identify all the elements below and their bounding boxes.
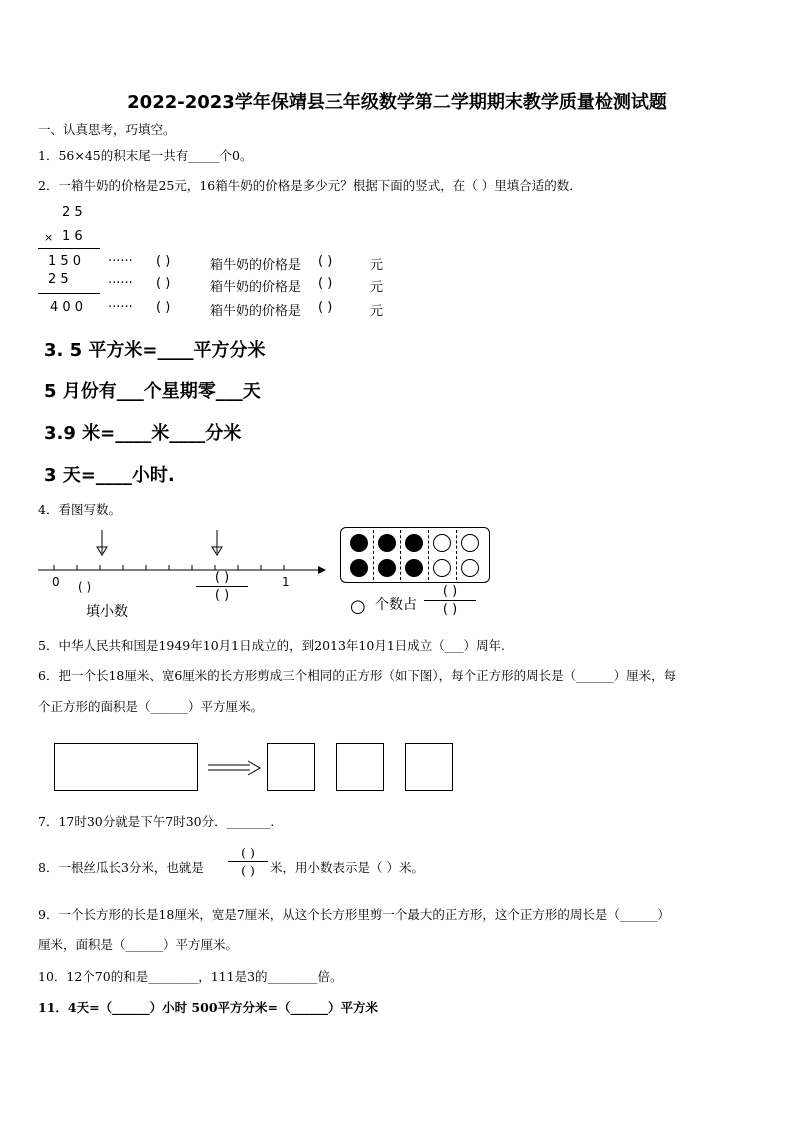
question-11: 11．4天=（______）小时 500平方分米=（______）平方米 xyxy=(38,1000,378,1015)
question-8-post: 米，用小数表示是（ ）米。 xyxy=(270,860,424,875)
line-fraction-top: ( ) xyxy=(214,570,230,585)
dot-divider-4 xyxy=(456,530,457,580)
empty-dot xyxy=(433,559,451,577)
question-7: 7．17时30分就是下午7时30分．_______. xyxy=(38,814,275,829)
calc-multiplicand: 2 5 xyxy=(62,205,83,220)
tick-label-1: 1 xyxy=(282,575,290,589)
question-10: 10．12个70的和是________，111是3的________倍。 xyxy=(38,969,343,984)
calc-dots-3: ······ xyxy=(108,300,133,315)
calc-multiplier: 1 6 xyxy=(62,229,83,244)
calc-text-3: 箱牛奶的价格是 xyxy=(210,304,302,319)
question-5: 5．中华人民共和国是1949年10月1日成立的，到2013年10月1日成立（___）周年. xyxy=(38,638,506,653)
q8-fraction-blank[interactable] xyxy=(228,845,268,878)
calc-blank-2a[interactable]: ( ) xyxy=(156,276,171,291)
calc-text-2: 箱牛奶的价格是 xyxy=(210,280,302,295)
q8-fraction-bar xyxy=(228,861,268,862)
calc-text-1: 箱牛奶的价格是 xyxy=(210,258,302,273)
calc-blank-3b[interactable]: ( ) xyxy=(318,300,333,315)
calc-result: 4 0 0 xyxy=(50,300,84,315)
question-9-line-2: 厘米，面积是（______）平方厘米。 xyxy=(38,937,239,952)
calc-unit-1: 元 xyxy=(370,258,384,273)
page-title: 2022-2023学年保靖县三年级数学第二学期期末教学质量检测试题 xyxy=(127,92,667,113)
filled-dot xyxy=(405,534,423,552)
decimal-blank[interactable]: ( ) xyxy=(78,580,92,594)
calc-unit-3: 元 xyxy=(370,304,384,319)
question-9-line-1: 9．一个长方形的长是18厘米，宽是7厘米，从这个长方形里剪一个最大的正方形，这个正方形的周长是（______） xyxy=(38,907,670,922)
calc-blank-1b[interactable]: ( ) xyxy=(318,254,333,269)
question-6-line-1: 6．把一个长18厘米、宽6厘米的长方形剪成三个相同的正方形（如下图），每个正方形的周长是（______）厘米，每 xyxy=(38,668,677,683)
count-fraction-bottom: ( ) xyxy=(442,602,458,617)
count-fraction-blank[interactable] xyxy=(424,584,476,617)
dot-divider-2 xyxy=(400,530,401,580)
square-3 xyxy=(405,743,453,791)
calc-partial-1: 1 5 0 xyxy=(48,254,82,269)
question-2: 2．一箱牛奶的价格是25元，16箱牛奶的价格是多少元？根据下面的竖式，在（ ）里填合适的数． xyxy=(38,178,582,193)
long-rectangle xyxy=(54,743,198,791)
question-3b: 5 月份有___个星期零___天 xyxy=(44,381,261,402)
calc-blank-3a[interactable]: ( ) xyxy=(156,300,171,315)
calc-line-2 xyxy=(38,293,100,294)
calc-dots-1: ······ xyxy=(108,254,133,269)
square-2 xyxy=(336,743,384,791)
section-heading: 一、认真思考，巧填空。 xyxy=(38,122,176,137)
line-fraction-bar xyxy=(196,586,248,587)
line-fraction-blank[interactable] xyxy=(196,570,248,603)
calc-unit-2: 元 xyxy=(370,280,384,295)
filled-dot xyxy=(378,559,396,577)
question-8-pre: 8．一根丝瓜长3分米，也就是 xyxy=(38,860,204,875)
square-1 xyxy=(267,743,315,791)
filled-dot xyxy=(350,534,368,552)
q8-fraction-bottom: ( ) xyxy=(241,863,255,878)
filled-dot xyxy=(350,559,368,577)
empty-dot xyxy=(461,534,479,552)
question-1: 1．56×45的积末尾一共有_____个0。 xyxy=(38,148,253,163)
calc-blank-2b[interactable]: ( ) xyxy=(318,276,333,291)
question-4: 4．看图写数。 xyxy=(38,502,121,517)
caption-count: 个数占 xyxy=(375,597,417,613)
calc-line-1 xyxy=(38,248,100,249)
question-3d: 3 天=____小时. xyxy=(44,465,175,486)
q8-fraction-top: ( ) xyxy=(241,845,255,860)
line-fraction-bottom: ( ) xyxy=(214,588,230,603)
question-3a: 3. 5 平方米=____平方分米 xyxy=(44,340,266,361)
dot-divider-3 xyxy=(428,530,429,580)
tick-label-0: 0 xyxy=(52,575,60,589)
filled-dot xyxy=(378,534,396,552)
empty-dot xyxy=(433,534,451,552)
arrow-right-icon xyxy=(206,760,262,776)
question-3c: 3.9 米=____米____分米 xyxy=(44,423,242,444)
caption-decimal: 填小数 xyxy=(86,604,128,620)
calc-partial-2: 2 5 xyxy=(48,272,69,287)
filled-dot xyxy=(405,559,423,577)
count-fraction-top: ( ) xyxy=(442,584,458,599)
empty-dot xyxy=(461,559,479,577)
count-fraction-bar xyxy=(424,600,476,601)
dot-divider-1 xyxy=(373,530,374,580)
circle-blank[interactable]: ○ xyxy=(350,596,366,617)
calc-blank-1a[interactable]: ( ) xyxy=(156,254,171,269)
question-6-line-2: 个正方形的面积是（______）平方厘米。 xyxy=(38,699,264,714)
calc-times-sign: × xyxy=(44,231,54,244)
calc-dots-2: ······ xyxy=(108,276,133,291)
